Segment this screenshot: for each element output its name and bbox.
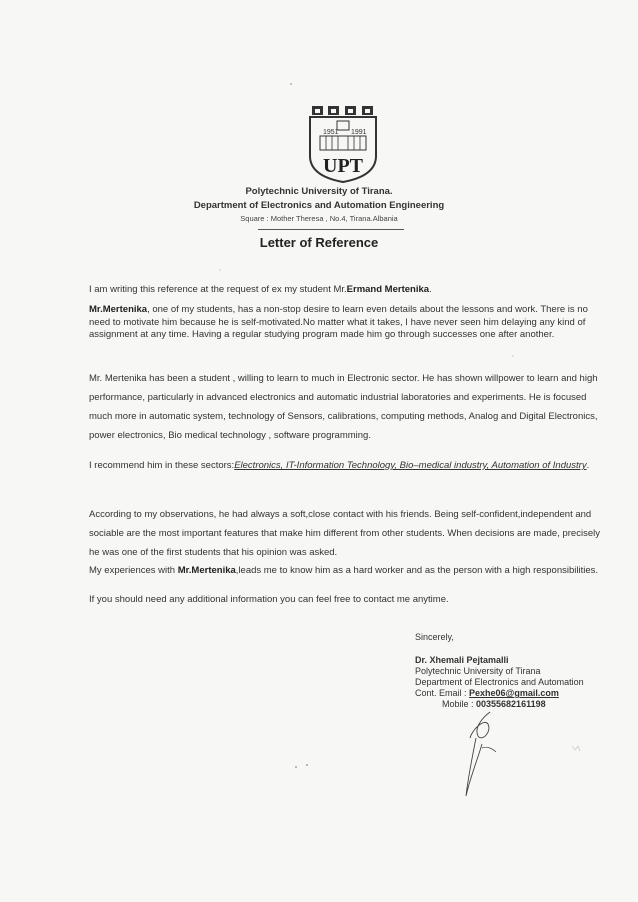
signer-institution: Polytechnic University of Tirana: [415, 666, 541, 676]
logo-year-left: 1951: [323, 129, 339, 136]
student-name: Ermand Mertenika: [346, 284, 430, 295]
signer-department: Department of Electronics and Automation: [415, 677, 584, 687]
paragraph-skills: Mr. Mertenika has been a student , willing to learn to much in Electronic sector. He has shown willpower to learn and high performance, particularly in advanced electronics and automatic industrial laboratories and experiments. He is focused much more in automatic system, technology of Sensors, calibrations, computing methods, Analog and Digital Electronics, power electronics, Bio medical technology , software programming.: [89, 373, 598, 441]
upt-logo: [298, 104, 388, 184]
closing: Sincerely,: [415, 632, 454, 642]
student-name: Mr.Mertenika: [89, 304, 148, 315]
logo-year-right: 1991: [351, 129, 367, 136]
signer-email-line: Cont. Email : Pexhe06@gmail.com: [415, 688, 559, 698]
paragraph-contact: If you should need any additional information you can feel free to contact me anytime.: [89, 594, 449, 605]
student-name: Mr.Mertenika: [177, 565, 236, 576]
university-name: Polytechnic University of Tirana.: [245, 186, 393, 197]
signer-name: Dr. Xhemali Pejtamalli: [415, 655, 509, 665]
logo-text: UPT: [323, 155, 363, 177]
sectors-list: Electronics, IT-Information Technology, Bio–medical industry, Automation of Industry: [234, 460, 587, 471]
mobile-number: 00355682161198: [476, 699, 546, 709]
paragraph-request: I am writing this reference at the request of ex my student Mr.Ermand Mertenika.: [89, 284, 432, 295]
letter-title: Letter of Reference: [259, 235, 379, 250]
paragraph-observations: According to my observations, he had always a soft,close contact with his friends. Being self-confident,independent and sociable are the most important features that make him different from other students. When decisions are made, precisely he was one of the first students that his opinion was asked.: [89, 509, 600, 558]
paragraph-experiences: My experiences with Mr.Mertenika,leads me to know him as a hard worker and as the person with a high responsibilities.: [89, 565, 599, 576]
department-name: Department of Electronics and Automation Engineering: [193, 200, 445, 211]
paragraph-motivation: Mr.Mertenika, one of my students, has a non-stop desire to learn even details about the lessons and work. There is no need to motivate him because he is self-motivated.No matter what it takes, I have never seen him delaying any kind of assignment at any time. Having a regular studying program made him go through successes one after another.: [89, 304, 588, 340]
address: Square : Mother Theresa , No.4, Tirana.Albania: [240, 214, 398, 223]
email-link[interactable]: Pexhe06@gmail.com: [469, 688, 559, 698]
signer-mobile-line: Mobile : 00355682161198: [442, 699, 546, 709]
paragraph-recommendation: I recommend him in these sectors:Electronics, IT-Information Technology, Bio–medical industry, Automation of Industry.: [89, 460, 590, 471]
header-divider: [258, 229, 404, 230]
handwritten-signature: [452, 708, 512, 808]
